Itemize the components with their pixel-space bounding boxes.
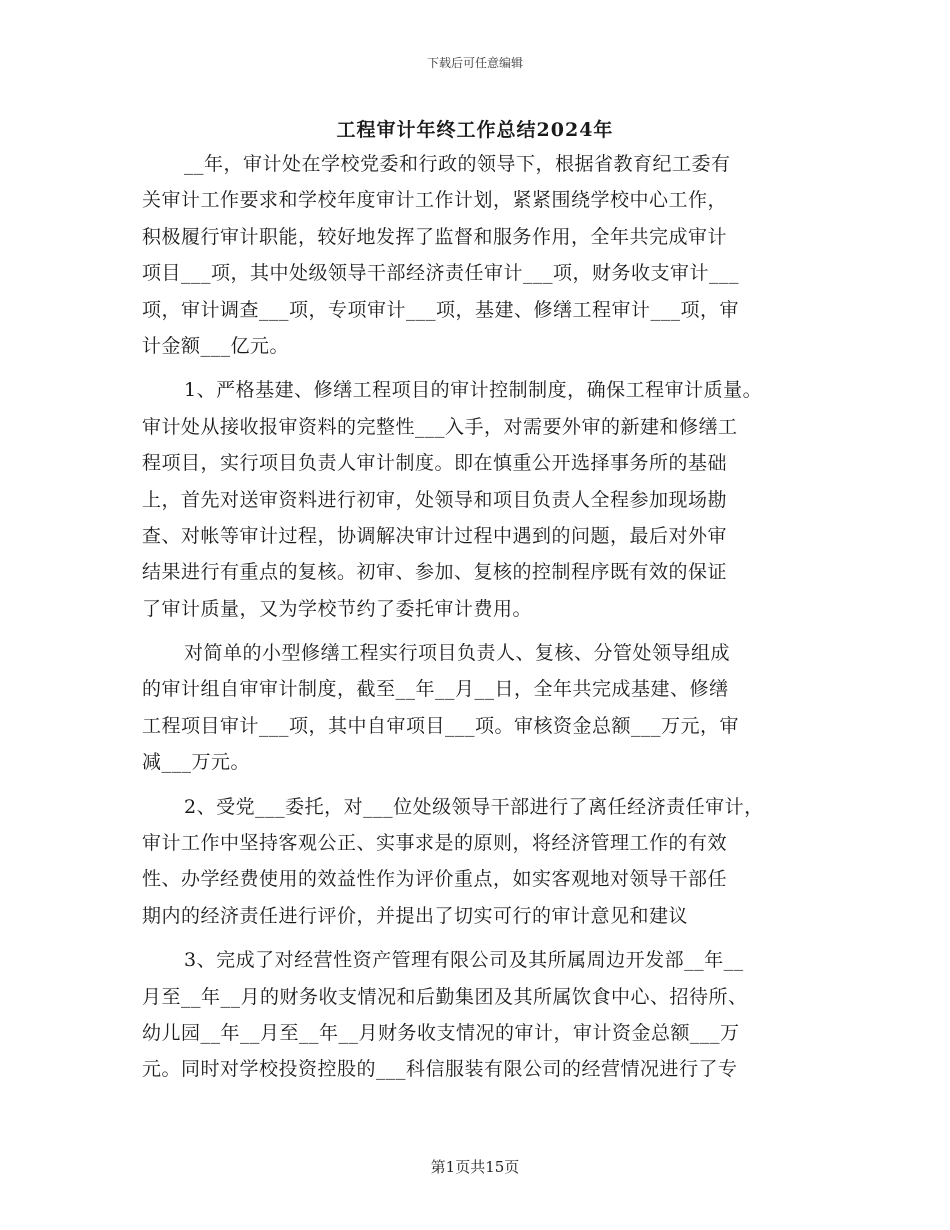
text-line: 3、完成了对经营性资产管理有限公司及其所属周边开发部__年__ [184, 949, 744, 972]
text-line: 的审计组自审审计制度，截至__年__月__日，全年共完成基建、修缮 [142, 678, 729, 701]
text-line: 审计工作中坚持客观公正、实事求是的原则，将经济管理工作的有效 [142, 832, 728, 855]
text-line: 工程项目审计___项，其中自审项目___项。审核资金总额___万元，审 [142, 714, 740, 737]
text-line: 项目___项，其中处级领导干部经济责任审计___项，财务收支审计___ [142, 262, 740, 285]
page-footer: 第1页共15页 [430, 1158, 520, 1176]
text-line: 月至__年__月的财务收支情况和后勤集团及其所属饮食中心、招待所、 [142, 985, 748, 1008]
text-line: 审计处从接收报审资料的完整性___入手，对需要外审的新建和修缮工 [142, 415, 738, 438]
text-line: 2、受党___委托，对___位处级领导干部进行了离任经济责任审计， [184, 795, 764, 818]
text-line: 减___万元。 [142, 751, 251, 774]
text-line: 查、对帐等审计过程，协调解决审计过程中遇到的问题，最后对外审 [142, 524, 728, 547]
document-title: 工程审计年终工作总结2024年 [336, 119, 614, 141]
text-line: 计金额___亿元。 [142, 334, 290, 357]
text-line: __年，审计处在学校党委和行政的领导下，根据省教育纪工委有 [184, 153, 731, 175]
text-line: 结果进行有重点的复核。初审、参加、复核的控制程序既有效的保证 [142, 561, 728, 584]
document-body [142, 146, 810, 1088]
text-line: 性、办学经费使用的效益性作为评价重点，如实客观地对领导干部任 [142, 868, 728, 891]
text-line: 1、严格基建、修缮工程项目的审计控制制度，确保工程审计质量。 [184, 379, 763, 402]
text-line: 了审计质量，又为学校节约了委托审计费用。 [142, 597, 533, 620]
text-line: 项，审计调查___项，专项审计___项，基建、修缮工程审计___项，审 [142, 298, 740, 321]
text-line: 上，首先对送审资料进行初审，处领导和项目负责人全程参加现场勘 [142, 488, 728, 511]
text-line: 幼儿园__年__月至__年__月财务收支情况的审计，审计资金总额___万 [142, 1021, 740, 1044]
text-line: 积极履行审计职能，较好地发挥了监督和服务作用，全年共完成审计 [142, 225, 728, 248]
text-line: 期内的经济责任进行评价，并提出了切实可行的审计意见和建议 [142, 904, 689, 927]
header-note: 下载后可任意编辑 [426, 56, 523, 70]
text-line: 程项目，实行项目负责人审计制度。即在慎重公开选择事务所的基础 [142, 452, 728, 475]
text-line: 关审计工作要求和学校年度审计工作计划，紧紧围绕学校中心工作， [142, 189, 728, 212]
text-line: 对简单的小型修缮工程实行项目负责人、复核、分管处领导组成 [184, 642, 731, 665]
text-line: 元。同时对学校投资控股的___科信服装有限公司的经营情况进行了专 [142, 1058, 738, 1081]
